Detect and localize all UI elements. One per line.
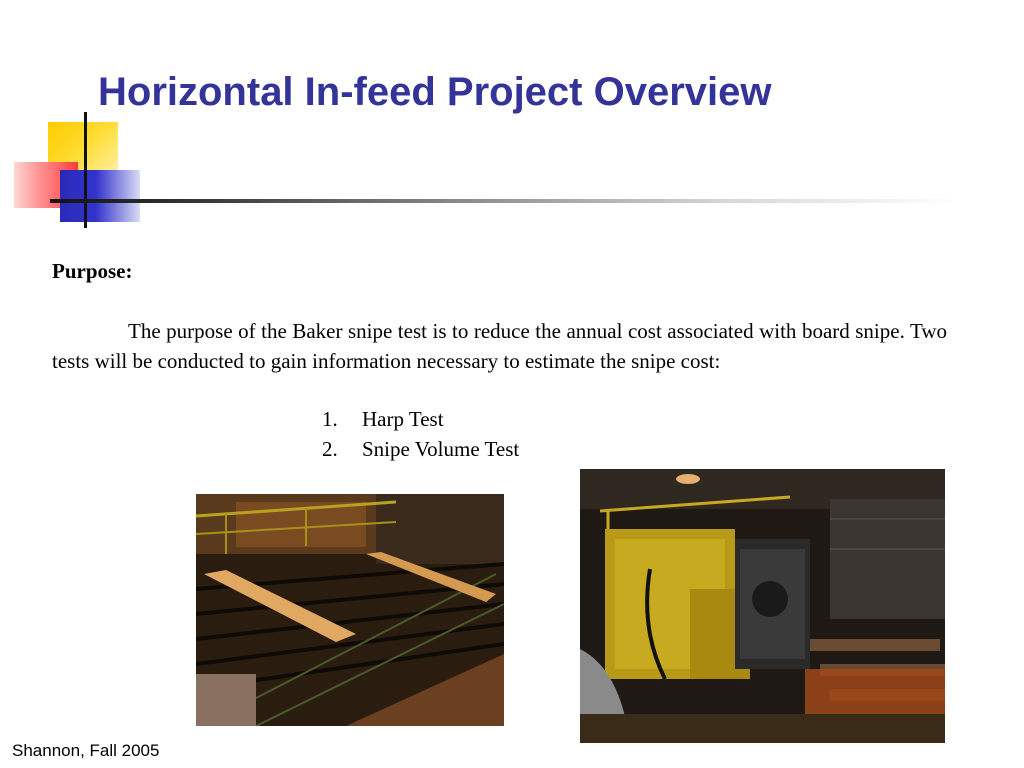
purpose-paragraph: The purpose of the Baker snipe test is to reduce the annual cost associated with board snipe. Two tests will be conducted to gain information necessary to estimate the snipe cost: bbox=[52, 319, 947, 373]
title-underline bbox=[50, 199, 960, 203]
list-item-label: Snipe Volume Test bbox=[362, 437, 520, 461]
slide-title: Horizontal In-feed Project Overview bbox=[98, 70, 772, 114]
purpose-section bbox=[52, 256, 952, 376]
snipe-machinery-photo bbox=[580, 469, 945, 743]
list-item-number: 2. bbox=[322, 437, 338, 461]
footer-author: Shannon, Fall 2005 bbox=[12, 741, 160, 760]
list-item-number: 1. bbox=[322, 407, 338, 431]
purpose-label: Purpose: bbox=[52, 259, 133, 283]
list-item bbox=[322, 434, 519, 464]
list-item-label: Harp Test bbox=[362, 407, 444, 431]
list-item bbox=[322, 404, 519, 434]
decorative-blue-square bbox=[60, 170, 140, 222]
infeed-conveyor-photo bbox=[196, 494, 504, 726]
test-list bbox=[322, 404, 519, 464]
decorative-vertical-line bbox=[84, 112, 87, 228]
